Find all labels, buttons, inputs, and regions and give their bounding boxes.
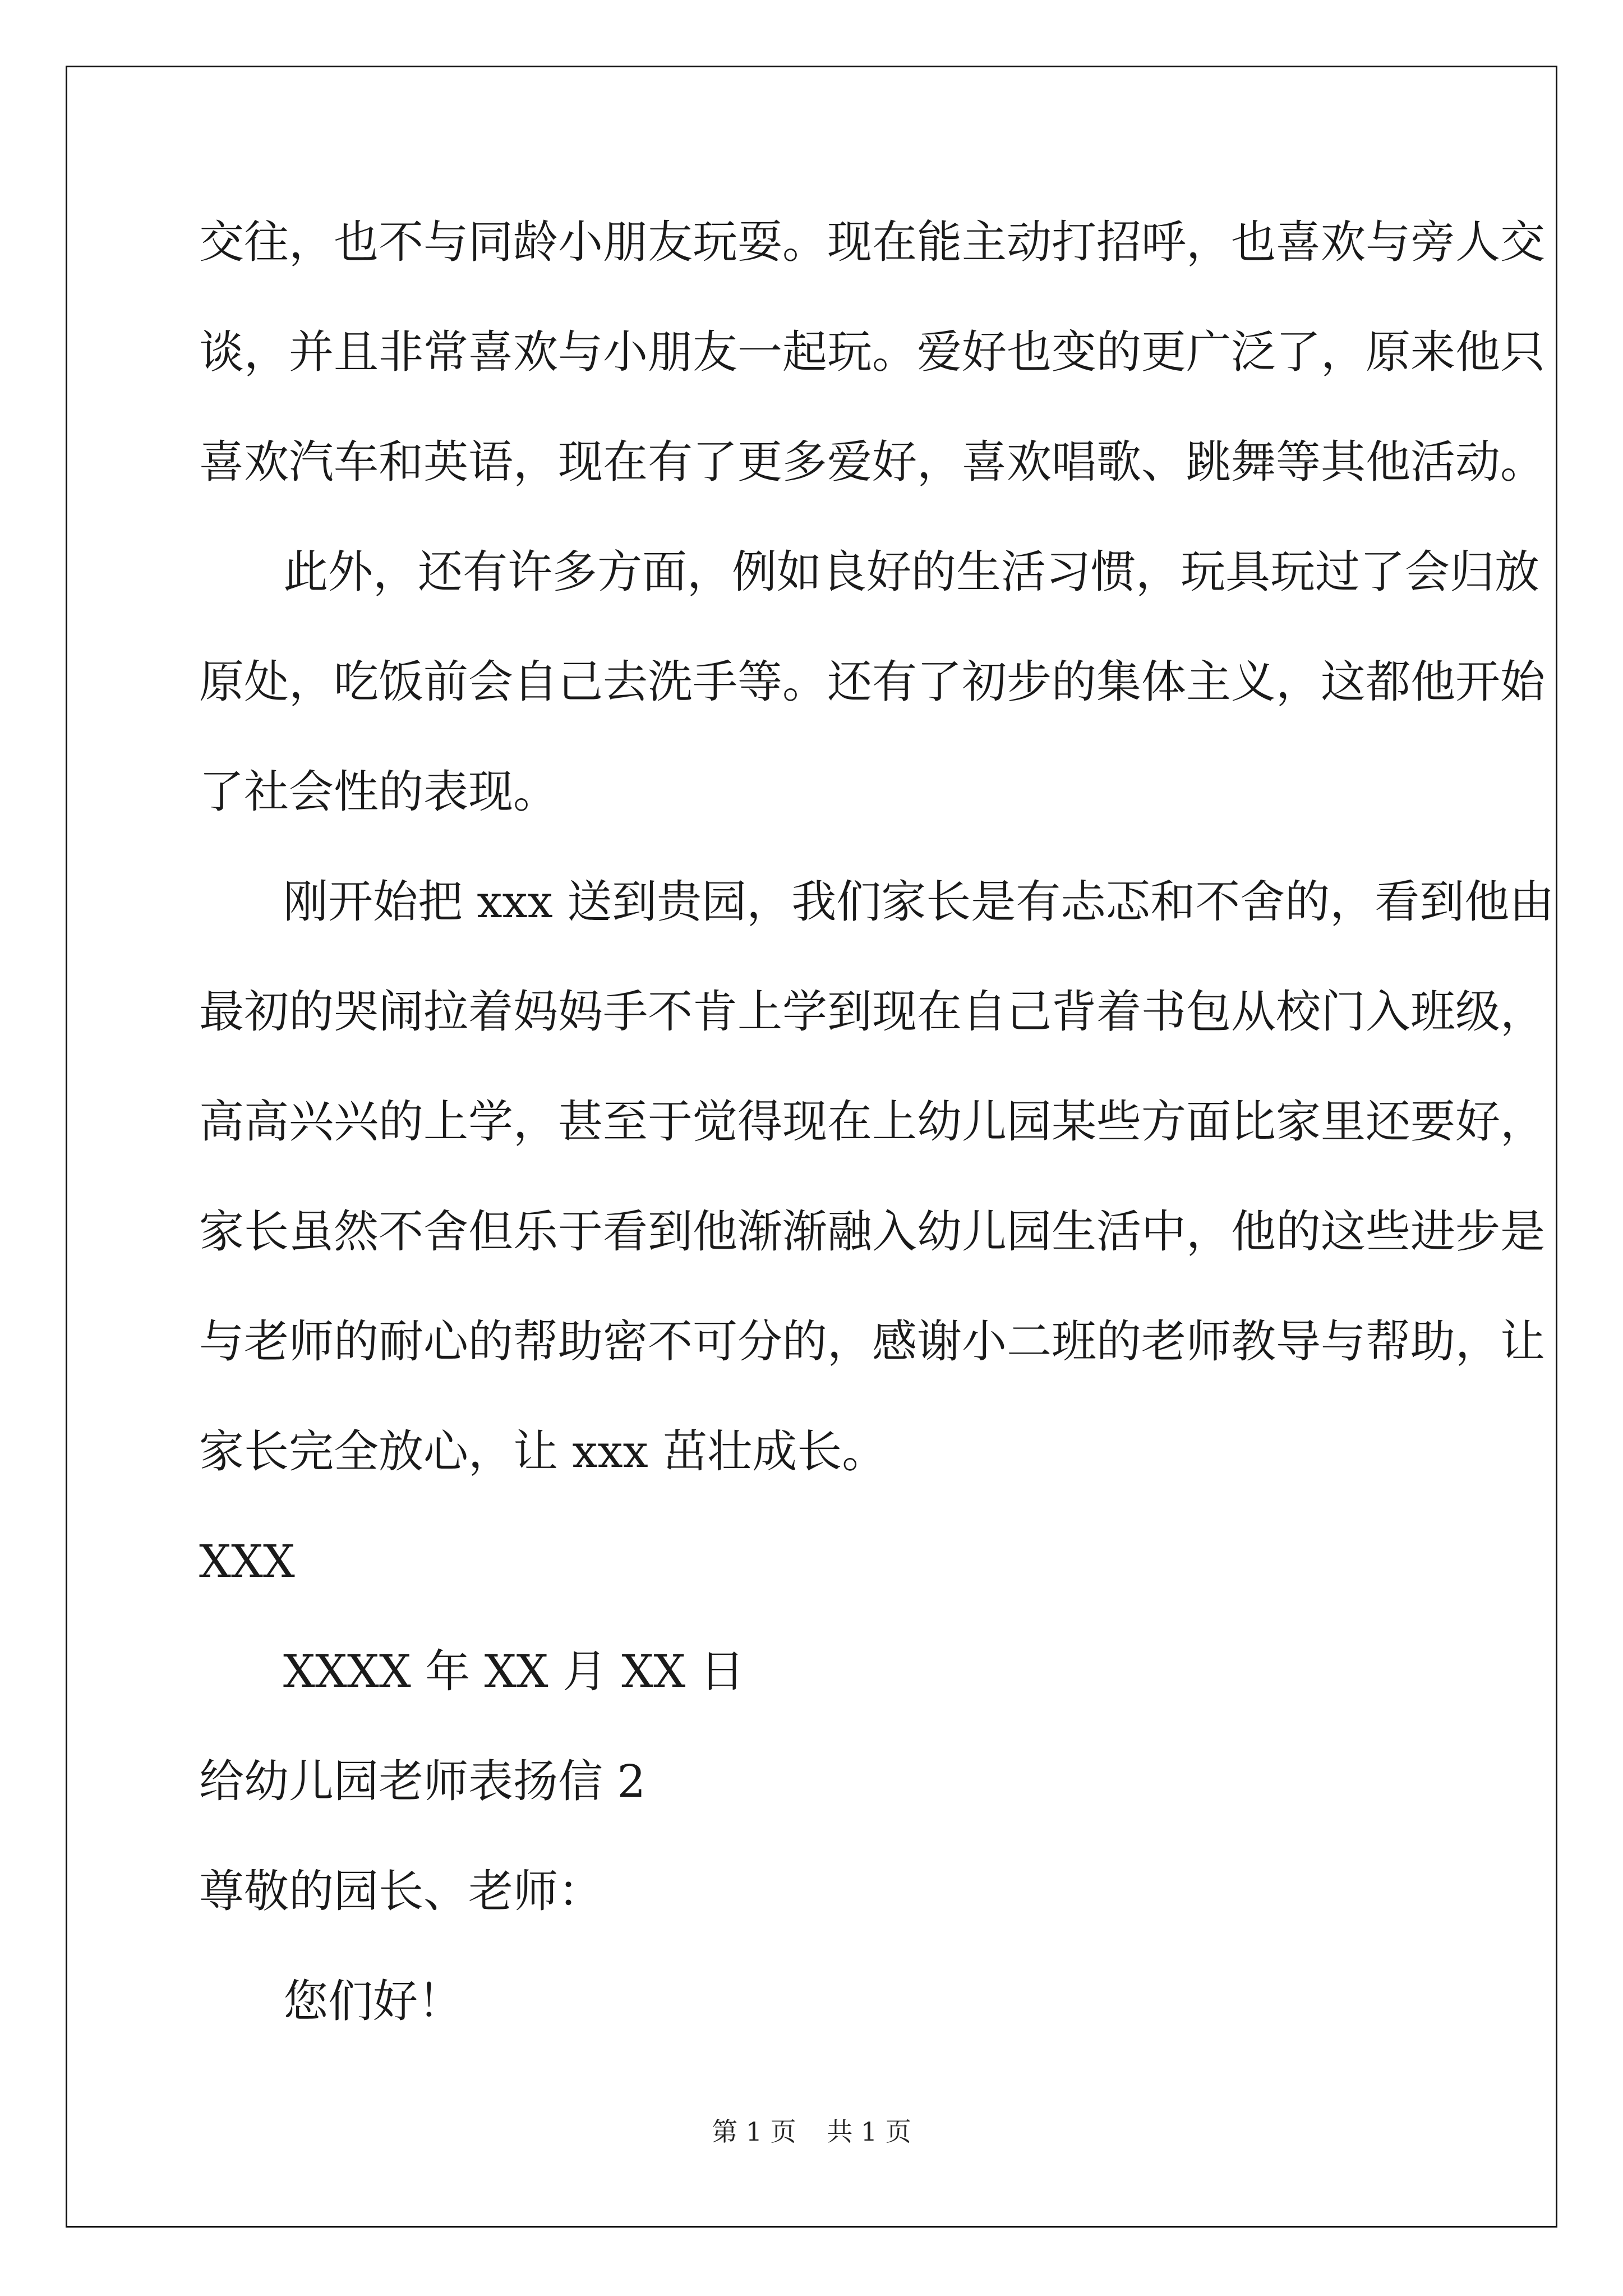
paragraph-line: 家长完全放心，让 xxx 茁壮成长。: [199, 1425, 887, 1478]
signature-name: XXX: [199, 1535, 295, 1588]
greeting: 您们好！: [283, 1975, 463, 2027]
paragraph-line: 此外，还有许多方面，例如良好的生活习惯，玩具玩过了会归放: [283, 546, 1539, 598]
paragraph-line: 与老师的耐心的帮助密不可分的，感谢小二班的老师教导与帮助，让: [199, 1315, 1545, 1368]
paragraph-line: 谈，并且非常喜欢与小朋友一起玩。爱好也变的更广泛了，原来他只: [199, 326, 1545, 378]
paragraph-line: 原处，吃饭前会自己去洗手等。还有了初步的集体主义，这都他开始: [199, 656, 1545, 708]
paragraph-line: 家长虽然不舍但乐于看到他渐渐融入幼儿园生活中，他的这些进步是: [199, 1205, 1545, 1258]
paragraph-line: 刚开始把 xxx 送到贵园，我们家长是有忐忑和不舍的，看到他由: [283, 876, 1555, 928]
signature-date: XXXX 年 XX 月 XX 日: [283, 1645, 745, 1697]
paragraph-line: 喜欢汽车和英语，现在有了更多爱好，喜欢唱歌、跳舞等其他活动。: [199, 436, 1545, 488]
page-footer: [0, 2115, 1623, 2148]
page-total: 共 1 页: [827, 2116, 911, 2147]
paragraph-line: 高高兴兴的上学，甚至于觉得现在上幼儿园某些方面比家里还要好，: [199, 1096, 1545, 1148]
paragraph-line: 了社会性的表现。: [199, 766, 558, 818]
salutation: 尊敬的园长、老师：: [199, 1865, 603, 1917]
paragraph-line: 交往，也不与同龄小朋友玩耍。现在能主动打招呼，也喜欢与旁人交: [199, 216, 1545, 268]
page-number: 第 1 页: [712, 2116, 796, 2147]
paragraph-line: 最初的哭闹拉着妈妈手不肯上学到现在自己背着书包从校门入班级，: [199, 986, 1545, 1038]
section-title: 给幼儿园老师表扬信 2: [199, 1755, 646, 1807]
